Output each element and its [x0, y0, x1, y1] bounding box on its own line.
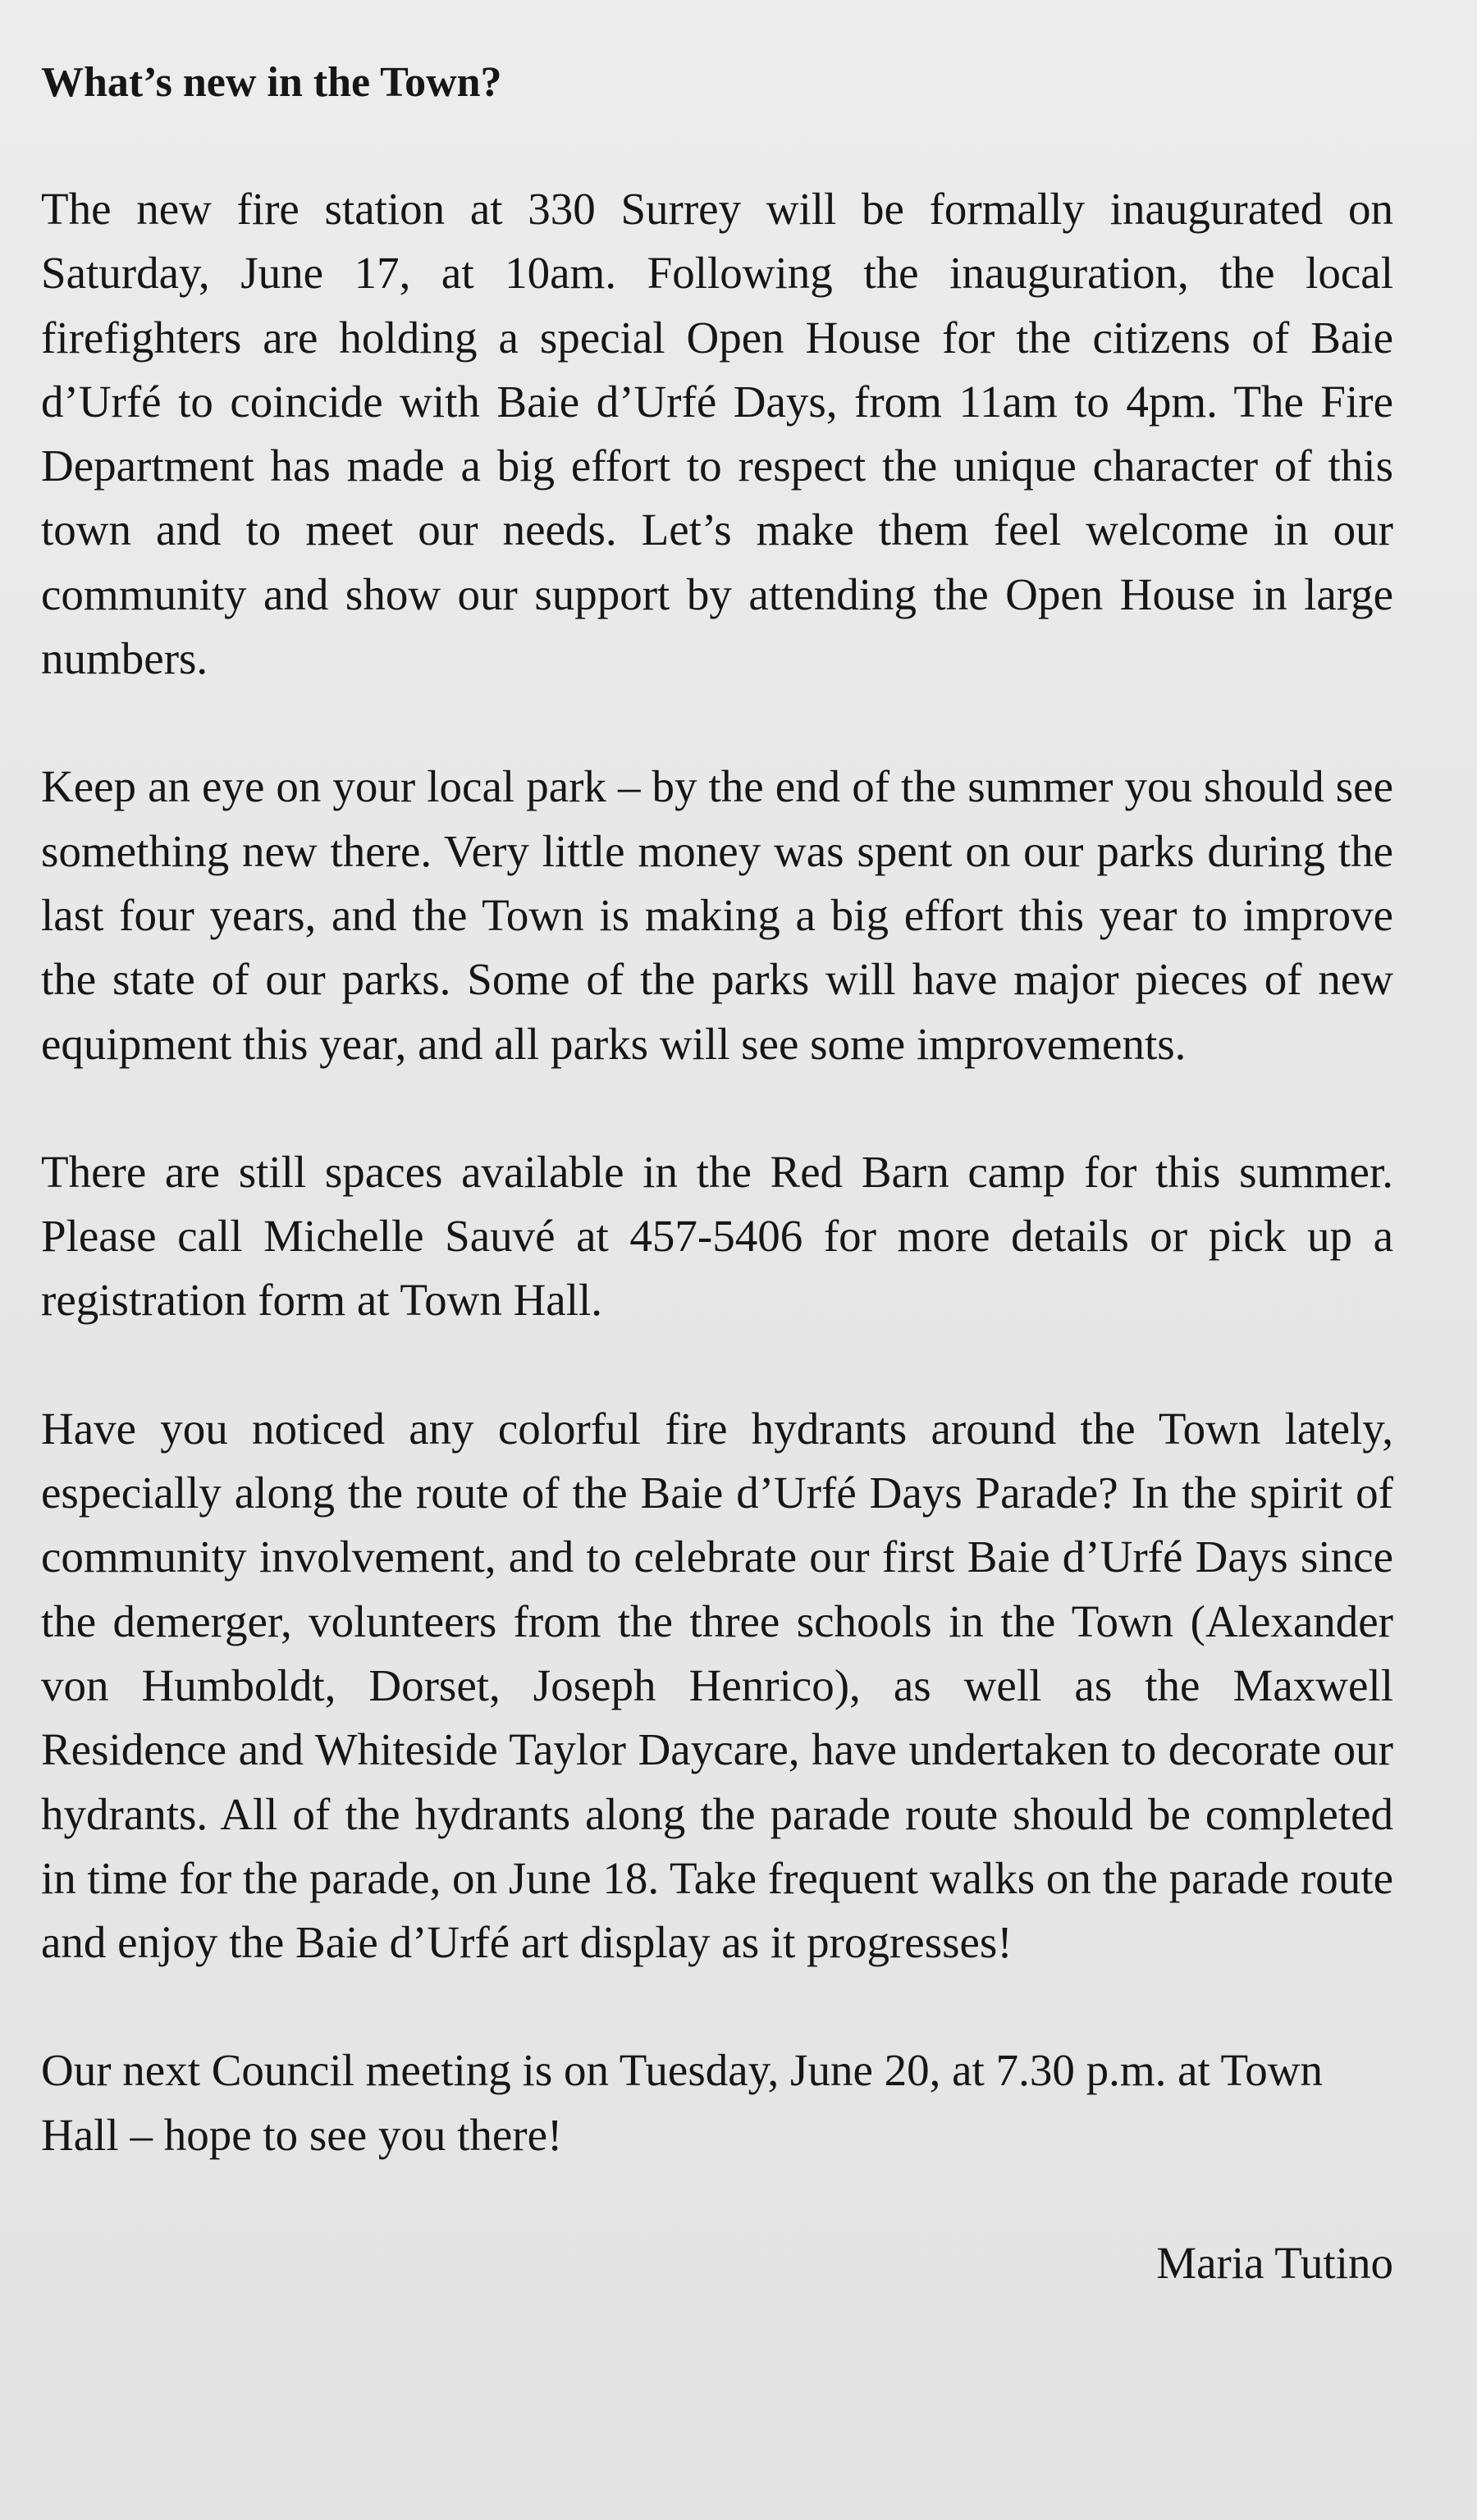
article-heading: What’s new in the Town? [41, 59, 502, 106]
author-signature: Maria Tutino [1156, 2238, 1393, 2289]
paragraph-fire-hydrants: Have you noticed any colorful fire hydrants around the Town lately, especially along the route of the Baie d’Urfé Days Parade? In the spirit of community involvement, and to celebrate our first Baie d’Urfé Days since the demerger, volunteers from the three schools in the Town (Alexander von Humboldt, Dorset, Joseph Henrico), as well as the Maxwell Residence and Whiteside Taylor Daycare, have undertaken to decorate our hydrants. All of the hydrants along the parade route should be completed in time for the parade, on June 18. Take frequent walks on the parade route and enjoy the Baie d’Urfé art display as it progresses! [41, 1403, 1393, 1968]
paragraph-council-meeting: Our next Council meeting is on Tuesday, June 20, at 7.30 p.m. at Town Hall – hope to see you there! [41, 2045, 1324, 2160]
paragraph-fire-station: The new fire station at 330 Surrey will be formally inaugurated on Saturday, June 17, at 10am. Following the inauguration, the local firefighters are holding a special Open House for the citizens of Baie d’Urfé to coincide with Baie d’Urfé Days, from 11am to 4pm. The Fire Department has made a big effort to respect the unique character of this town and to meet our needs. Let’s make them feel welcome in our community and show our support by attending the Open House in large numbers. [41, 184, 1393, 684]
paragraph-red-barn-camp: There are still spaces available in the Red Barn camp for this summer. Please call Michelle Sauvé at 457-5406 for more details or pick up a registration form at Town Hall. [41, 1146, 1393, 1326]
paragraph-local-parks: Keep an eye on your local park – by the end of the summer you should see something new there. Very little money was spent on our parks during the last four years, and the Town is making a big effort this year to improve the state of our parks. Some of the parks will have major pieces of new equipment this year, and all parks will see some improvements. [41, 761, 1393, 1069]
